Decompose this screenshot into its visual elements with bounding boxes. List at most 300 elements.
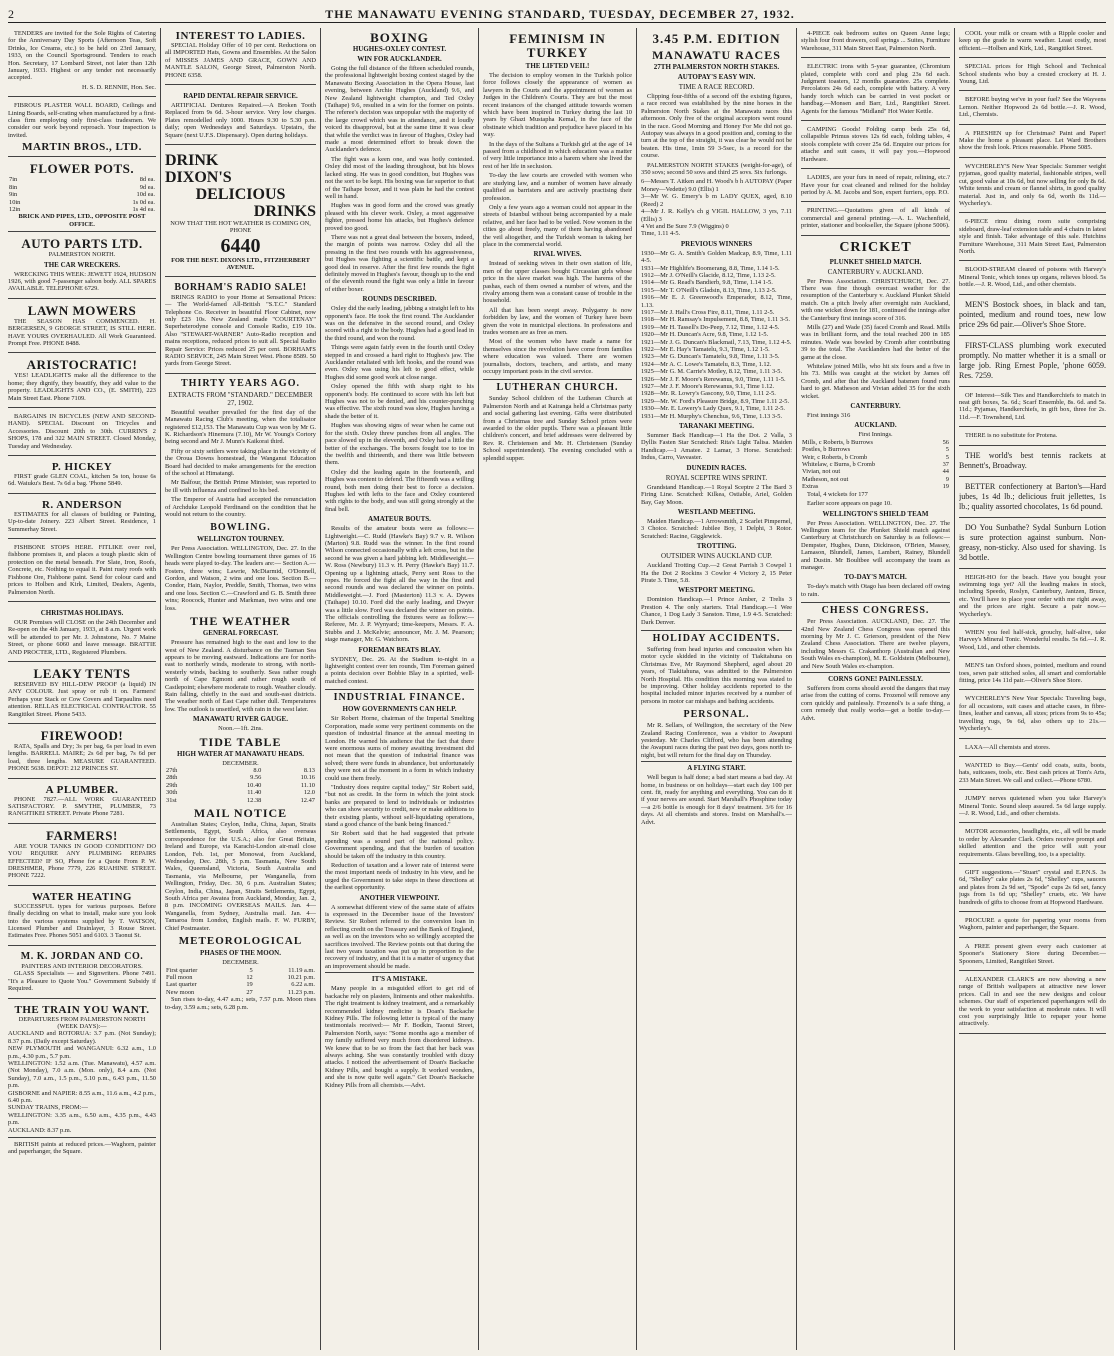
firewood-ad <box>8 727 156 779</box>
xmas-holidays-ad <box>8 605 156 662</box>
previous-heading: PREVIOUS WINNERS <box>680 239 753 248</box>
previous-winner-row: 1921—Mr J. G. Duncan's Blackmail, 7.13, Time, 1.12 4-5. <box>641 338 792 346</box>
aristocratic-ad <box>8 356 156 408</box>
plumbing-text: FIRST-CLASS plumbing work executed promptly. No matter whether it is a small or large job. Ring Ernest Pople, 'phone 6059. Res. 7259. <box>959 340 1106 380</box>
boxing-paragraph: Going the full distance of the fifteen scheduled rounds, the professional lightweight boxing contest staged by the Manawatu Boxing Association in the Opera House, last evening, between Archie Hughes (Auckland) 9.6, and New Zealand lightweight champion, and Ted Oxley (Taihape) 9.6, resulted in a win for the former on points. The referee's decision was unpopular with the majority of the large crowd which was in attendance, and it loudly voiced its disapproval, but at the same time it was clear that while the verdict was in favour of Hughes, Oxley had made a most determined effort to break down the Aucklander's defence. <box>325 65 474 154</box>
score-row-cell: 56 <box>942 438 949 446</box>
moon-row-cell: 11.23 p.m. <box>287 988 315 996</box>
dining-suite-text: 6-PIECE rimu dining room suite comprising sideboard, draw-leaf extension table and 4 chairs in latest style and finish. Take advantage of this sale. Hutchins Furniture Warehouse, 311 Main Street East, Palmerston North. <box>959 218 1106 255</box>
jordan-ad <box>8 949 156 999</box>
oxford-shoes-ad <box>959 660 1106 690</box>
flower-pots-heading: FLOWER POTS. <box>29 161 135 177</box>
hickey-ad <box>8 459 156 494</box>
dunedin-text: Grandstand Handicap.—1 Royal Sceptre 2 The Bard 3 Firing Line. Scratched: Kilkea, Ostiable, Ariel, Golden Bay, Gay Moon. <box>641 483 792 506</box>
earlier-score: Earlier score appears on page 10. <box>807 500 892 508</box>
train-row: AUCKLAND and ROTORUA: 3.7 p.m. (Not Sunday); 8.37 p.m. (Daily except Saturday). <box>8 1030 156 1045</box>
drinks-word: DRINKS <box>253 203 316 221</box>
train-row: NEW PLYMOUTH and WANGANUI: 6.32 a.m., 1.0 p.m., 4.30 p.m., 5.7 p.m. <box>8 1045 156 1060</box>
result-row: 4 Vet and Be Sure 7.9 (Wiggins) 0 <box>641 222 729 230</box>
feminism-body <box>483 72 632 248</box>
column-rule <box>320 28 321 1350</box>
pots-table <box>8 176 156 213</box>
moon-row-cell: New moon <box>166 988 195 996</box>
previous-winner-row: 1914—Mr G. Read's Bandierb, 9.8, Time, 1.14 1-5. <box>641 279 773 287</box>
previous-winner-row: 1916—Mr E. J. Greenwood's Emperador, 8.12, Time, 1.13. <box>641 294 792 309</box>
freshen-text: A FRESHEN up for Christmas? Paint and Paper! Make the home a pleasant place. Let Ward Brothers show the fresh look. Prices reasonable. Phone 5085. <box>959 129 1106 152</box>
before-text: BEFORE buying we've in your fuel? See the Wayvens Lemon. Neither Hopwood 2s 6d bottle.—J. R. Wood, Ltd., Chemists. <box>959 96 1106 119</box>
another-text: A somewhat different view of the same state of affairs is expressed in the December issue of the Investors' Review. Sir Robert referred to the conversion loan in reflecting credit on the Treasury and the Bank of England, as well as on the investors who so willingly accepted the sacrifices involved. The Review points out that during the last two years taxation was put up in proportion to the recovery of industry, and that it is a matter of urgency that an improvement should be made. <box>325 903 474 970</box>
tide-row-cell: 27th <box>166 766 178 774</box>
gift-text: GIFT suggestions.—"Stuart" crystal and E.P.N.S. 3s 6d, "Shelley" cake plates 2s 6d, "Shelley" cups, saucers and plates from 2s 9d set, "Spode" cups 2s 6d set, fancy jugs from 1s 6d up; "Shelley" cruets, etc. We have hundreds of gifts to choose from at Hopwood Hardware. <box>959 868 1106 906</box>
weather-heading: THE WEATHER <box>190 614 291 629</box>
farmers-ad <box>8 827 156 886</box>
dunedin-heading: DUNEDIN RACES. <box>686 463 747 472</box>
drink-word: DRINK <box>165 152 219 170</box>
tide-table <box>165 767 316 804</box>
dental-text: ARTIFICIAL Dentures Repaired.—A Broken Tooth Replaced from 9s 6d. 3-hour service. Very low charges. Plates remodelled only 1000. Hours 9.30 to 5.30 p.m. daily; open Wednesdays and Saturdays. Upstairs, the Square (next U.F.S. Dispensary). Open during holidays. <box>165 102 316 139</box>
score-row-cell: Extras <box>802 483 819 491</box>
train-row: SUNDAY TRAINS, FROM:— <box>8 1104 88 1112</box>
flying-heading: A FLYING START. <box>641 761 792 772</box>
previous-winner-row: 1915—Mr T. O'Neill's Gladsin, 8.13, Time, 1.13 2-5. <box>641 286 777 294</box>
moon-row-cell: Full moon <box>166 973 193 981</box>
electric-text: ELECTRIC irons with 5-year guarantee, (Chromium plated, complete with cord and plug 23s 6d each. Judgment toasters, 12 months guarantee. 25s complete. Percolators 24s 6d each, complete with battery. A very handy torch which can be carried in vest pocket or handbag.—Monsen and Barr, Ltd., Rangitikei Street. Agents for the famous "Midland" Hot Water Kettle. <box>801 63 950 115</box>
train-heading: THE TRAIN YOU WANT. <box>14 1003 150 1016</box>
ladies-furs-ad <box>801 172 950 202</box>
bowling-sub: WELLINGTON TOURNEY. <box>197 535 284 544</box>
thirty-years-paragraph: The Emperor of Austria had accepted the renunciation of Archduke Leopold Ferdinand on the condition that he would not return to the country. <box>165 496 316 519</box>
auto-parts-heading: AUTO PARTS LTD. <box>21 236 143 252</box>
fibrous-text: FIBROUS PLASTER WALL BOARD, Ceilings and Lining Boards, self-crating when manufactured by a first-class firm employing only first-class tradesmen. We consider our work beyond reproach. Your inspection is invited. <box>8 102 156 139</box>
score-row <box>801 483 950 490</box>
barton-text: BETTER confectionery at Barton's—Hard jubes, 1s 4d lb.; delicious fruit jellettes, 1s lb.; quality assorted chocolates, 1s 6d pound. <box>959 481 1106 511</box>
corns-heading: CORNS GONE! PAINLESSLY. <box>801 672 950 683</box>
boxing-heading: BOXING <box>370 30 429 45</box>
wycherley-text: WYCHERLEY'S New Year Specials: Summer weight pyjamas, good quality material, fashionable stripes, well cut, good value at 10s 6d, but now selling for only 8s 6d. White tennis and cream or flannel shirts, in good quality material. Just in, and only 6s 6d, worth 8s 11d.—Wycherley's. <box>959 162 1106 207</box>
rounds-paragraph: Hughes was showing signs of wear when he came out for the sixth. Oxley threw punches from all angles. The pace slowed up in the eleventh, and Oxley had a little the better of the exchanges. The boxers fought toe to toe in the twelfth and thirteenth, and there was little between them. <box>325 422 474 467</box>
plumber-heading: A PLUMBER. <box>45 783 119 796</box>
met-month: DECEMBER. <box>222 959 259 967</box>
score-row-cell: 44 <box>942 468 949 476</box>
rounds-body <box>325 305 474 513</box>
thirty-years-paragraph: Mr Balfour, the British Prime Minister, was reported to be ill with influenza and confined to his bed. <box>165 479 316 494</box>
free-present-text: A FREE present given every each customer at Spooner's Stationery Store during December.—Spooners, Limited, Rangitikei Street. <box>959 942 1106 965</box>
oxford-shoes-text: MEN'S tan Oxford shoes, pointed, medium and round toes, sewn pair stitched soles, all smart and comfortable fitting, price 14s 11d pair.—Oliver's Shoe Store. <box>959 662 1106 685</box>
bowling-heading: BOWLING. <box>210 522 271 534</box>
industrial-paragraph: "Industry does require capital today," Sir Robert said, "but not as credit. In the form in which the joint stock banks are prepared to lend to individuals or industries who can show security to credit, new or make additions to their existing plants, without self-liquidating operations, stand a good chance of the bank being financed." <box>325 783 474 828</box>
plunket-heading: PLUNKET SHIELD MATCH. <box>829 257 922 266</box>
score-row-cell: 9 <box>945 475 949 483</box>
score-row <box>801 439 950 446</box>
pot-row <box>8 206 156 213</box>
foreman-heading: FOREMAN BEATS BLAY. <box>358 645 441 654</box>
cricket-body <box>801 278 950 401</box>
races-heading: MANAWATU RACES <box>652 48 781 62</box>
mistake-text: Many people in a misguided effort to get rid of backache rely on plasters, liniments and other makeshifts. The right treatment is kidney treatment, and a remarkably recommended kidney medicine is Doan's Backache Kidney Pills. The following letter is typical of the many testimonials received:— Mr F. Bodkin, Taonui Street, Palmerston North, says: "Some months ago a member of my family suffered very much from disordered kidneys. We knew that to be so from the fact that her back was always aching. She was constantly troubled with dizzy attacks. I noticed the advertisement of Doan's Backache Kidney Pills, and bought a supply. It worked wonders, and she is now quite well again." Get Doan's Backache Kidney Pills from all chemists.—Advt. <box>325 985 474 1089</box>
lawn-mowers-text: THE SEASON HAS COMMENCED. H. BERGERSEN, 9 GEORGE STREET, IS STILL HERE. HAVE YOURS OVERHAULED. All Work Guaranteed. Prompt Free. PHONE 8488. <box>8 317 156 347</box>
sunbathe-text: DO You Sunbathe? Sydal Sunburn Lotion is sure protection against sunburn. Non-greasy, non-sticky. Also used for shaving. 1s 3d bottle. <box>959 522 1106 562</box>
borham-heading: BORHAM'S RADIO SALE! <box>174 281 307 293</box>
previous-winner-row: 1928—Mr. R. Lowry's Gascony, 9.0, Time, 1.11 2-5. <box>641 390 776 398</box>
results-heading: PALMERSTON NORTH STAKES (weight-for-age), of 350 sovs; second 50 sovs and third 25 sovs. Six furlongs. <box>641 161 792 177</box>
tide-row-cell: 11.10 <box>300 781 315 789</box>
score-row <box>801 468 950 475</box>
dental-heading: RAPID DENTAL REPAIR SERVICE. <box>183 92 298 101</box>
tide-row-cell: 9.56 <box>250 774 262 782</box>
score-total: Total, 4 wickets for 177 <box>807 490 868 498</box>
column-rule <box>636 28 637 1350</box>
industrial-heading: INDUSTRIAL FINANCE. <box>325 689 474 703</box>
pot-row-cell: 10d ea. <box>136 191 155 199</box>
anderson-text: ESTIMATES for all classes of building or Painting, Up-to-date Joinery. 223 Albert Street. Residence, 1 Summerhay Street. <box>8 510 156 533</box>
column-rule <box>796 28 797 1350</box>
rival-paragraph: Instead of seeking wives in their own station of life, men of the upper classes bought Circassian girls whose price in the slave market was high. The harems of the pashas, each of them owned a number of wives, and the rivalry among them was a constant cause of trouble in the household. <box>483 260 632 305</box>
pot-row-cell: 10in <box>9 198 21 206</box>
tide-row-cell: 12.38 <box>246 796 262 804</box>
lawn-mowers-ad <box>8 302 156 354</box>
jordan-sub: PAINTERS AND INTERIOR DECORATORS. <box>21 962 143 970</box>
met-heading: METEOROLOGICAL <box>178 935 303 948</box>
thirty-years-heading: THIRTY YEARS AGO. <box>181 377 300 389</box>
previous-list <box>641 250 792 420</box>
todays-heading: TO-DAY'S MATCH. <box>844 573 907 582</box>
boxing-sub2: WIN FOR AUCKLANDER. <box>357 55 442 63</box>
train-row: GISBORNE and NAPIER: 8.55 a.m., 11.6 a.m., 4.2 p.m., 6.40 p.m. <box>8 1089 156 1104</box>
tide-row-cell: 28th <box>166 774 178 782</box>
score-row <box>801 476 950 483</box>
wshield-text: Per Press Association. WELLINGTON, Dec. 27. The Wellington team for the Plunket Shield match against Canterbury at Christchurch on Saturday is as follows:— Dempster, Hughes, Dunn, Dickinson, O'Brien, Massey, Lamason, Blundell, James, Lambert, Rainey, Blundell and Dustin. Mr Boultbee will accompany the team as manager. <box>801 519 950 571</box>
met-sub: PHASES OF THE MOON. <box>200 949 281 958</box>
tide-row <box>165 767 316 774</box>
moon-row-cell: 10.21 p.m. <box>287 973 315 981</box>
column-2 <box>165 28 316 1350</box>
printing-ad <box>801 205 950 235</box>
score-row-cell: Mills, c Roberts, b Burrows <box>802 438 874 446</box>
score-row <box>801 446 950 453</box>
pot-row-cell: 7in <box>9 176 18 184</box>
tide-month: DECEMBER. <box>222 759 259 767</box>
mens-shoes-text: MEN'S Bostock shoes, in black and tan, pointed, medium and round toes, new low price 29s 6d pair.—Oliver's Shoe Store. <box>959 299 1106 329</box>
previous-winner-row: 1927—Mr J. F. Moore's Rerewanus, 9.1, Time 1.12. <box>641 383 775 391</box>
car-wreckers: THE CAR WRECKERS. <box>44 260 120 269</box>
previous-winner-row: 1917—Mr J. Hall's Cross Fire, 8.11, Time, 1.11 2-5. <box>641 308 775 316</box>
tide-row-cell: 31st <box>166 796 177 804</box>
column-6 <box>801 28 950 1350</box>
when-text: WHEN you feel half-sick, grouchy, half-alive, take Harvey's Mineral Tonic. Wonderful results. 5s 6d.—J. R. Wood, Ltd., and other chemists. <box>959 629 1106 651</box>
camping-ad <box>801 124 950 169</box>
farmers-heading: FARMERS! <box>46 827 118 843</box>
tide-row-cell: 10.16 <box>300 774 315 782</box>
auckland-heading: AUCKLAND. <box>854 421 897 430</box>
delicious-word: DELICIOUS <box>195 186 286 204</box>
anderson-ad <box>8 497 156 539</box>
sunbathe-ad <box>959 521 1106 569</box>
jordan-text: GLASS Specialists — and Signwriters. Phone 7491. "It's a Pleasure to Quote You." Government Subsidy if Required. <box>8 970 156 993</box>
thirty-years-body <box>165 409 316 519</box>
bowling-text: Per Press Association. WELLINGTON, Dec. 27. In the Wellington Centre bowling tournament three games of 16 heads were played to-day. The leaders are:— Section A.—Fosters, three wins; Lawrie, McDiarmid, O'Donnell, Gordon, and Watson, 2 wins and one loss. Section B.—Condor, Hain, Naylor, Preddle, Smith, Thomas, two wins and one loss. Section C.—Crawford and G. B. Smith three wins; Roocock, Hunter and Markman, two wins and one loss. <box>165 545 316 612</box>
interest-ladies-text: SPECIAL Holiday Offer of 10 per cent. Reductions on all IMPORTED Hats, Gowns and Ensembles. At the Salon of MISSES JAMES AND GRACE, GOWN AND MANTLE SALON, George Street, Palmerston North. PHONE 6358. <box>165 42 316 79</box>
plumber-ad <box>8 782 156 824</box>
rounds-paragraph: Oxley opened the fifth with sharp right to his opponent's body. He continued to score with his left but Hughes was not to be denied, and his counter-punching was effective. The sixth round was slow, Hughes having a shade the better of it. <box>325 383 474 420</box>
bicycles-ad <box>8 411 156 456</box>
thirty-years-paragraph: Beautiful weather prevailed for the first day of the Manawatu Racing Club's meeting, when the totalisator registered £12,153. The Manawatu Cup was won by Mr G. K. Richardson's Hinemura (7.10), Mr W. Young's Cortory being second and Mr J. Munn's Kaikorai third. <box>165 408 316 446</box>
dixons-text: NOW THAT THE HOT WEATHER IS COMING ON, PHONE <box>170 220 311 235</box>
cool-text: COOL your milk or cream with a Ripple cooler and keep up the grade in warm weather. Least costly, most efficient.—Holben and Kirk, Ltd., Rangitikei Street. <box>959 30 1106 52</box>
jumpy-ad <box>959 793 1106 823</box>
cricket-paragraph: Per Press Association. CHRISTCHURCH, Dec. 27. There was fine though overcast weather for the resumption of the Canterbury v. Auckland Plunket Shield match. On a pitch lively after overnight rain Auckland, with one wicket down for 181, continued the innings after the Canterbury first innings score of 316. <box>801 277 950 322</box>
column-rule <box>954 28 955 1350</box>
foreman-text: SYDNEY, Dec. 26. At the Stadium to-night in a lightweight contest over ten rounds, Tim Foreman gained a points decision over Bobbie Blay in a spirited, well-matched contest. <box>325 655 474 685</box>
previous-winner-row: 1920—Mr H. Duncan's Acre, 9.8, Time, 1.12 1-5. <box>641 331 769 339</box>
interest-ladies-heading: INTEREST TO LADIES. <box>175 30 306 42</box>
tide-row-cell: 11.40 <box>247 789 262 797</box>
moon-row-cell: 12 <box>246 973 253 981</box>
score-row-cell: 19 <box>942 483 949 491</box>
pot-row-cell: 1s 0d ea. <box>132 198 155 206</box>
personal-text: Mr R. Sellars, of Wellington, the secretary of the New Zealand Racing Conference, was a visitor to Awapuni yesterday. Mr Charles Clifford, who has been attending the Awapuni races during the past two days, goes north to-night, but will return for the final day on Thursday. <box>641 722 792 759</box>
dixons-ad <box>165 148 316 277</box>
aristocratic-text: YES! LEADLIGHTS make all the difference to the home; they dignify, they beautify, they add value to the property. LEADLIGHTS AND CO., (E. SMITH), 223 Main Street East. Phone 7109. <box>8 372 156 402</box>
heigh-ho-ad <box>959 572 1106 624</box>
tide-row-cell: 29th <box>166 781 178 789</box>
xmas-heading: CHRISTMAS HOLIDAYS. <box>40 608 124 617</box>
dining-suite-ad <box>959 216 1106 261</box>
train-row: AUCKLAND: 8.37 p.m. <box>8 1126 72 1134</box>
rival-body <box>483 260 632 375</box>
cant-first: First innings 316 <box>807 412 851 420</box>
special-ad <box>959 61 1106 91</box>
previous-winner-row: 1912—Mr J. O'Neill's Glacide, 8.12, Time, 1.13 2-5. <box>641 271 776 279</box>
cricket-paragraph: Whitelaw joined Mills, who hit six fours and a five in his 73. Mills was caught at the wicket by James off Cromb, and after that the Auckland batsmen found runs hard to get. Matheson and Vivian added 35 for the sixth wicket. <box>801 363 950 400</box>
score-row-cell: Vivian, not out <box>802 468 841 476</box>
taranaki-heading: TARANAKI MEETING. <box>679 422 754 431</box>
score-row-cell: 37 <box>942 461 949 469</box>
interest-ladies-ad <box>165 28 316 85</box>
cool-ad <box>959 28 1106 58</box>
thirty-years-paragraph: Fifty or sixty settlers were taking place in the vicinity of the Oroua Downs homestead, the Wanganui Education Board had decided to make arrangements for the erection of the school at Himatangi. <box>165 447 316 477</box>
sun-text: Sun rises to-day, 4.47 a.m.; sets, 7.57 p.m. Moon rises to-day, 3.59 a.m.; sets, 6.28 p.m. <box>165 996 316 1011</box>
tide-row <box>165 789 316 796</box>
martin-bros-heading: MARTIN BROS., LTD. <box>22 141 142 154</box>
previous-winner-row: 1926—Mr J. F. Moore's Rerewanus, 9.0, Time, 1.11 1-5. <box>641 375 786 383</box>
previous-winner-row: 1919—Mr H. Tassell's Do-Peep, 7.12, Time, 1.12 4-5. <box>641 323 780 331</box>
when-ad <box>959 627 1106 657</box>
pot-row-cell: 8d ea. <box>139 176 155 184</box>
cricket-heading: CRICKET <box>839 239 912 255</box>
rounds-paragraph: Oxley did the leading again in the fourteenth, and Hughes was content to defend. The fifteenth was a willing round, both men doing their best to force a decision. Hughes led with lefts to the face and Oxley countered with rights to the body, and was still going strongly at the final bell. <box>325 468 474 513</box>
previous-winner-row: 1931—Mr H. Murphy's Chenchus, 9.6, Time, 1.13 3-5. <box>641 412 783 420</box>
free-present-ad <box>959 941 1106 971</box>
boxing-sub1: HUGHES-OXLEY CONTEST. <box>352 45 447 53</box>
cricket-paragraph: Mills (27) and Wade (35) faced Cromb and Read. Mills was in brilliant form, and the total reached 200 in 185 minutes. Wade was bowled by Cromb after contributing 39 to the total. The Aucklanders had the better of the game at the close. <box>801 323 950 361</box>
water-heating-ad <box>8 889 156 946</box>
industrial-paragraph: Reduction of taxation and a lower rate of interest were the most important needs of industry in his view, and he urged the Government to take steps in these directions at the earliest opportunity. <box>325 862 474 892</box>
mistake-heading: IT'S A MISTAKE. <box>325 972 474 983</box>
plumbing-ad <box>959 339 1106 387</box>
edition-heading: 3.45 P.M. EDITION <box>652 31 781 46</box>
moon-row <box>165 974 316 981</box>
page-number: 2 <box>8 7 14 21</box>
tenders-signature: H. S. D. RENNIE, Hon. Sec. <box>81 83 156 91</box>
pot-row <box>8 176 156 183</box>
blood-ad <box>959 264 1106 294</box>
todays-text: To-day's match with Otago has been declared off owing to rain. <box>801 583 950 598</box>
rival-heading: RIVAL WIVES. <box>533 250 582 259</box>
page-title: THE MANAWATU EVENING STANDARD, TUESDAY, DECEMBER 27, 1932. <box>325 7 795 21</box>
chess-text: Per Press Association. AUCKLAND, Dec. 27. The 42nd New Zealand Chess Congress was opened this morning by Mr J. C. Grierson, president of the New Zealand Chess Association. There are twelve players, including Messrs G. Crakanthorp (Australian and New South Wales ex-champion), M. E. Goldstein (Melbourne), and New South Wales ex-champion. <box>801 618 950 670</box>
trotting-text: Auckland Trotting Cup.—2 Great Parrish 3 Cowpel 1 Ha the Dot 2 Rockins 3 Cowlor 4 Victory 2, 15 Peter Pirate 3. Time, 5.8. <box>641 562 792 584</box>
score-row <box>801 461 950 468</box>
boxing-paragraph: The fight was a keen one, and was hotly contested. Oxley did most of the leading throughout, but his blows lacked sting. He was in good condition, but Hughes was not the sort to be kept. His boxing was far superior to that of the Taihape boxer, and it was plain he had the contest well in hand. <box>325 155 474 200</box>
dixons-word: DIXON'S <box>165 169 232 187</box>
train-row: WELLINGTON: 3.35 a.m., 6.50 a.m., 4.35 p.m., 4.43 p.m. <box>8 1111 156 1127</box>
moon-row-cell: 11.19 a.m. <box>288 966 315 974</box>
lutheran-text: Sunday School children of the Lutheran Church at Palmerston North and at Kairanga held a Christmas party and social gathering last evening. Gifts were distributed from a Christmas tree and Sunday School prizes were awarded to the older pupils. There was a pleasant little children's concert, and brief addresses were delivered by Rev. R. Christensen and Mr. H. Christensen (Sunday School superintendent). The evening concluded with a splendid supper. <box>483 395 632 462</box>
tide-row-cell: 8.13 <box>303 766 315 774</box>
special-text: SPECIAL prices for High School and Technical School students who buy a crested crockery at H. J. Young, Ltd. <box>959 63 1106 86</box>
royal-heading: ROYAL SCEPTRE WINS SPRINT. <box>665 473 768 482</box>
moon-row <box>165 981 316 988</box>
canterbury-heading: CANTERBURY. <box>850 402 901 411</box>
cant-v-auck: CANTERBURY v. AUCKLAND. <box>827 267 924 276</box>
jordan-heading: M. K. JORDAN AND CO. <box>20 950 144 962</box>
wshield-heading: WELLINGTON'S SHIELD TEAM <box>822 509 929 518</box>
train-ad <box>8 1002 156 1139</box>
motor-text: MOTOR accessories, headlights, etc., all will be made to order by Alexander Clark. Orders receive prompt and skilled attention and the price will suit your requirements. Glass bevelling, too, is a speciality. <box>959 828 1106 858</box>
brick-text: BRICK AND PIPES, LTD., OPPOSITE POST OFFICE. <box>18 213 146 228</box>
fishbone-text: FISHBONE STOPS HERE. FITLIKE over reel, fishbone promises it, and places a tough plastic skin of protection on the metal beneath. For Slate, Iron, Roofs, Concrete, etc. Nothing to equal it. Paint rusty roofs with Fishbone Ore, Fishbone paint. Send for colour card and prices to Holben and Kirk, Limited, Dealers, Agents, Palmerston North. <box>8 544 156 596</box>
tide-row <box>165 797 316 804</box>
aristocratic-heading: ARISTOCRATIC! <box>26 357 138 373</box>
borham-ad <box>165 280 316 374</box>
tide-row <box>165 782 316 789</box>
rounds-paragraph: Oxley did the early leading, jabbing a straight left to his opponent's face. He took the first round. The Aucklander was on the defensive in the second round, and Oxley scored with a right to the body. Hughes had a good lead in the third round, and won the round. <box>325 305 474 342</box>
industrial-body <box>325 715 474 891</box>
travel-bags-text: WYCHERLEY'S New Year Specials: Traveling bags, for all occasions, suit cases and attache cases, in fibre-lines, leather and canvas, all sizes; prices from 9s to 45s; travelling rugs, 9s 6d, also others up to 21s.—Wycherley's. <box>959 695 1106 733</box>
tide-row-cell: 10.40 <box>246 781 262 789</box>
feminism-paragraph: To-day the law courts are crowded with women who are studying law, and a number of women have already qualified as barristers and are actively practising their profession. <box>483 172 632 202</box>
laxa-ad <box>959 742 1106 757</box>
leaky-tents-heading: LEAKY TENTS <box>33 665 131 681</box>
printing-text: PRINTING.—Quotations given of all kinds of commercial and general printing.—A. L. Wachenfield, printer, stationer and bookseller, the Square (phone 5006). <box>801 207 950 230</box>
moon-row-cell: First quarter <box>166 966 198 974</box>
fishbone-ad <box>8 542 156 602</box>
auto-parts-ad <box>8 235 156 299</box>
tenders-ad <box>8 28 156 97</box>
pot-row-cell: 12in <box>9 205 21 213</box>
alex-clark-ad <box>959 974 1106 1034</box>
moon-table <box>165 967 316 997</box>
train-row: WELLINGTON: 1.52 a.m. (Tue. Manawatu), 4.57 a.m. (Not Monday), 7.0 a.m. (Mon. only), 8.4 a.m. (Not Sunday), 7.0 a.m., 1.5 p.m., 5.10 p.m., 6.43 p.m., 11.50 p.m. <box>8 1059 156 1090</box>
industrial-paragraph: Sir Robert said that he had suggested that private spending was a sound part of the national policy. Government spending, and that the burden of taxation should be taken off the industry in this country. <box>325 830 474 860</box>
result-row: 4—Mr J. R. Kelly's ch g VIGIL HALLOW, 3 yrs, 7.11 (Ellis) 3 <box>641 208 792 223</box>
wycherley-ad <box>959 161 1106 213</box>
amateur-heading: AMATEUR BOUTS. <box>368 515 431 524</box>
tide-heading: TIDE TABLE <box>199 734 282 749</box>
hickey-text: FIRST grade GLEN COAL, kitchen 5s ton, house 6s 6d. Waiuku's Best. 7s 6d a bag. 'Phone 5849. <box>8 473 156 488</box>
bicycles-text: BARGAINS IN BICYCLES (NEW AND SECOND-HAND). SPECIAL Discount on Tricycles and Accessories. Discount 20th to 30th. CURRIN'S 2 SHOPS, 178 and 322 MAIN STREET. Closed Monday, Tuesday and Wednesday. <box>8 413 156 450</box>
dixons-tail: FOR THE BEST. DIXONS LTD., FITZHERBERT AVENUE. <box>171 256 310 272</box>
freshen-ad <box>959 128 1106 158</box>
previous-winner-row: 1925—Mr G. M. Carrie's Motley, 8.12, Time, 1.11 3-5. <box>641 368 783 376</box>
previous-winner-row: 1930—Mr. E. Lowery's Lady Quex, 9.1, Time, 1.11 2-5. <box>641 405 785 413</box>
mail-text: Australian States; Ceylon, India, China, Japan, Straits Settlements, Egypt, South Africa, also overseas correspondence for the U.S.A.; also for Great Britain, Ireland and Europe, via Karachi-London air-mail close London, Feb. 1st, per Monowai, from Auckland, Wednesday, Dec. 28th, 5 p.m. Tasmania, New South Wales, Queensland, Victoria, South Australia and Tasmania, via Melbourne, per Wanganella, from Wellington, Friday, Dec. 30, 6 p.m. Australian States; Ceylon, India, China, Japan, Straits Settlements, Egypt, South Africa per Awatea from Auckland, Monday, Jan. 2, 8 p.m. INCOMING OVERSEAS MAILS. Jan. 4—Wanganella, from Sydney, Australia mail. Jan. 4—Tamaroa from London, English mails. F. W. FURBY, Chief Postmaster. <box>165 821 316 932</box>
flower-pots-ad <box>8 160 156 232</box>
westland-heading: WESTLAND MEETING. <box>677 507 756 516</box>
pot-row-cell: 9in <box>9 191 18 199</box>
bedroom-suites-ad <box>801 28 950 58</box>
previous-winner-row: 1931—Mr Highlife's Boomerang, 8.8, Time, 1.14 1-5. <box>641 264 780 272</box>
moon-row-cell: 19 <box>246 981 253 989</box>
score-row-cell: 5 <box>945 446 949 454</box>
column-5 <box>641 28 792 1350</box>
tide-row-cell: 8.0 <box>253 766 262 774</box>
jumpy-text: JUMPY nerves quietened when you take Harvey's Mineral Tonic. Sound sleep assured. 5s 6d large supply.—J. R. Wood, Ltd., and other chemists. <box>959 795 1106 817</box>
taranaki-text: Summer Back Handicap—1 Ha the Dot. 2 Valla, 3 Dyllis Fasten Star Scratched: Rita's Light Talisa. Maiden Handicap.—1 Amatee. 2 Lamar, 3 Horse. Scratched: Indus, Carro, Vaveaster. <box>641 432 792 462</box>
procure-text: PROCURE a quote for papering your rooms from Waghorn, painter and paperhanger, the Square. <box>959 917 1106 932</box>
score-row <box>801 454 950 461</box>
westland-text: Maiden Handicap.—1 Arrowsmith, 2 Scarlet Pimpernel, 3 Choice. Scratched: Jubilee Boy, 1 Delphi, 3 Rotor. Scratched: Racine, Gigglewick. <box>641 517 792 540</box>
outsider-heading: OUTSIDER WINS AUCKLAND CUP. <box>660 552 773 561</box>
rounds-heading: ROUNDS DESCRIBED. <box>362 295 437 304</box>
ties-text: OF Interest—Silk Ties and Handkerchiefs to match in neat gift boxes, 5s. 6d.; Scarf Ensemble, 8s. 6d. and 5s. 11d.; Pyjamas, Handkerchiefs, in gift box, three for 2s. 11d.—F. Townshend, Ltd. <box>959 391 1106 421</box>
plumber-text: PHONE 7827.—ALL WORK GUARANTEED SATISFACTORY. P. SMYTHE, PLUMBER, 73 RANGITIKEI STREET. Private Phone 7281. <box>8 795 156 818</box>
moon-row-cell: 27 <box>246 988 253 996</box>
moon-row <box>165 967 316 974</box>
heigh-ho-text: HEIGH-HO for the beach. Have you bought your swimming togs yet? All the leading makes in stock, including Speedo, Roslyn, Canterbury, Jantzen, Bruce, etc. You'll have to place your order with me right away, and the prices are right. Secure a pair now.—Wycherley's. <box>959 573 1106 618</box>
races-sub: 27TH PALMERSTON NORTH STAKES. <box>653 63 780 71</box>
column-rule <box>478 28 479 1350</box>
wrecking-text: WRECKING THIS WEEK: JEWETT 1924, HUDSON 1926, with good 7-passenger saloon body. ALL SPARES AVAILABLE. TELEPHONE 6729. <box>8 270 156 293</box>
mail-heading: MAIL NOTICE <box>193 806 288 820</box>
tide-row <box>165 774 316 781</box>
another-heading: ANOTHER VIEWPOINT. <box>359 893 440 902</box>
fibrous-ad <box>8 100 156 157</box>
hickey-heading: P. HICKEY <box>51 461 113 474</box>
score-row-cell: Whitelaw, c Burns, b Cromb <box>802 461 876 469</box>
before-ad <box>959 94 1106 124</box>
moon-row-cell: 6.22 a.m. <box>291 981 315 989</box>
pot-row-cell: 8in <box>9 183 18 191</box>
gift-ad <box>959 867 1106 912</box>
pot-row <box>8 199 156 206</box>
laxa-text: LAXA—All chemists and stores. <box>965 743 1051 751</box>
pot-row-cell: 9d ea. <box>139 183 155 191</box>
trotting-heading: TROTTING. <box>696 542 737 551</box>
camping-text: CAMPING Goods! Folding camp beds 25s 6d, collapsible Primus stoves 12s 6d each, folding tables, 4 stools complete with cover 25s 6d. Enquire our prices for attache and suit cases, it will pay you.—Hopwood Hardware. <box>801 126 950 163</box>
wanted-ad <box>959 760 1106 790</box>
farmers-text: ARE YOUR TANKS IN GOOD CONDITION? DO YOU REQUIRE ANY PLUMBING REPAIRS EFFECTED? IF SO, Phone for a Quote From P. W. DRESHMER, Phone 7779, 226 RUAHINE STREET. PHONE 7222. <box>8 842 156 880</box>
industrial-sub: HOW GOVERNMENTS CAN HELP. <box>342 705 457 714</box>
blood-text: BLOOD-STREAM cleared of poisons with Harvey's Mineral Tonic, which tones up organs, relieves blood. 5s bottle.—J. R. Wood, Ltd., and other chemists. <box>959 266 1106 289</box>
water-heating-heading: WATER HEATING <box>32 890 132 903</box>
previous-winner-row: 1922—Mr E. Hay's Tamatelu, 9.3, Time, 1.12 1-5. <box>641 346 770 353</box>
tide-sub: HIGH WATER AT MANAWATU HEADS. <box>176 749 305 758</box>
previous-winner-row: 1929—Mr. W. Ford's Pleasure Bridge, 8.9, Time 1.11 2-5. <box>641 397 790 405</box>
xmas-text: OUR Premises will CLOSE on the 24th December and Re-open on the 4th January, 1933, at 8 a.m. Urgent work will be attended to per Mr. J. Johnstone, No. 7 Maine Street, or phone 6060 and leave message. BRATTIE AND PROCTER, LTD., Registered Plumbers. <box>8 618 156 656</box>
weather-text: Pressure has remained high to the east and low to the west of New Zealand. A disturbance on the Tasman Sea appears to be moving eastward. Indications are for north-east to northerly winds, moderate to strong, with north-westerly winds, backing to southerly. Seas rather rough north of Cape Egmont and rather rough south of Castlepoint; elsewhere moderate to rough. Weather cloudy. Rain falling, chiefly in the east and south-east districts. The weather north of East Cape rather dull. Temperatures low. The outlook is unsettled, with rain in the west later. <box>165 639 316 713</box>
rounds-paragraph: Things were again fairly even in the fourth until Oxley stepped in and crossed a hard right to Hughes's jaw. The Aucklander retaliated with left hooks, and the round was even. Oxley was using his left to good effect, while Hughes did some good work at close range. <box>325 344 474 381</box>
alex-clark-text: ALEXANDER CLARK'S are now showing a new range of British wallpapers at attractive new lower prices. Call in and see the new designs and colour schemes. Our staff of experienced paperhangers will do the work to your satisfaction at moderate rates. It will cost you surprisingly little to repaper your home attractively. <box>959 976 1106 1028</box>
tenders-text: TENDERS are invited for the Sole Rights of Catering for the Anniversary Day Sports (Afternoon Teas, Soft Drinks, Ice Creams, etc.) to be held on 23rd January, 1933, on the Council Sportsground. Tenders to reach Hon. Secretary, 17 Lombard Street, not later than 12th January, 1933. Highest or any tender not necessarily accepted. <box>8 30 156 82</box>
borham-text: BRINGS RADIO to your Home at Sensational Prices:— The World-famed All-British "S.T.C." Standard Telephone Co. Receiver in beautiful Floor Cabinet, now only £23 10s. New Zealand made "COURTENAY" Superheterodyne console and Console Radio, £19 10s. Also "STEWART-WARNER" Auto-Radio reception and mains receptions, reduced prices to suit all. Special Radio Repair Service: Prices reduced 25 per cent. BORHAM'S RADIO SERVICE, 245 Main Street West. Phone 8589. 50 yards from George Street. <box>165 293 316 368</box>
feminism-sub: THE LIFTED VEIL! <box>525 62 590 70</box>
ladies-furs-text: LADIES, are your furs in need of repair, relining, etc.? Have your fur coat cleaned and relined for the holiday period by A. M. Jacobs and Son, expert furriers, opp. P.O. <box>801 174 950 196</box>
score-row-cell: Weir, c Roberts, b Cromb <box>802 453 868 461</box>
weather-sub: GENERAL FORECAST. <box>202 629 279 638</box>
chess-heading: CHESS CONGRESS. <box>801 602 950 616</box>
holiday-heading: HOLIDAY ACCIDENTS. <box>641 630 792 644</box>
